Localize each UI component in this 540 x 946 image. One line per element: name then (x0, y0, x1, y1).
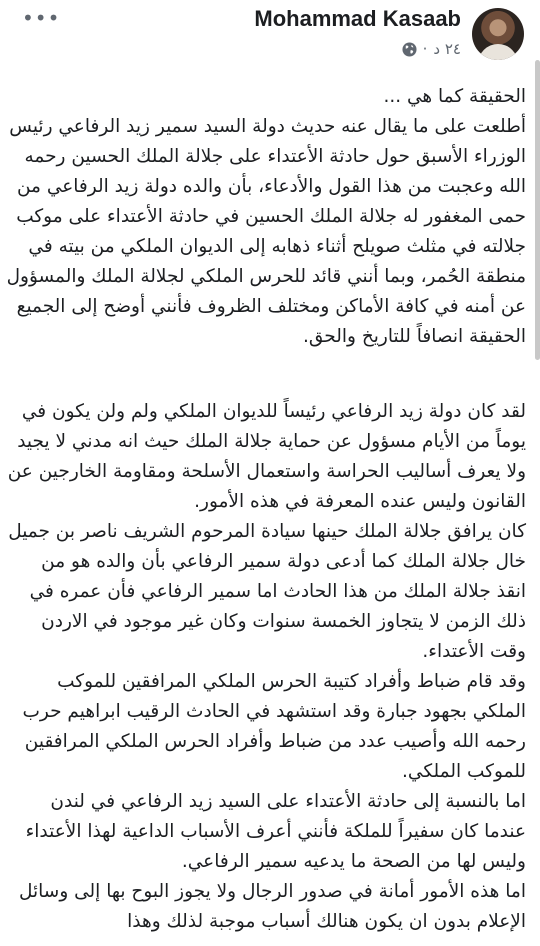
globe-icon[interactable] (402, 42, 417, 57)
paragraph-gap (6, 352, 526, 397)
scrollbar[interactable] (535, 60, 540, 360)
meta-separator: · (422, 40, 428, 58)
author-name[interactable]: Mohammad Kasaab (254, 6, 461, 31)
post-body (6, 82, 526, 937)
avatar-shirt (478, 44, 518, 60)
post-paragraph: اما هذه الأمور أمانة في صدور الرجال ولا يجوز البوح بها إلى وسائل الإعلام بدون ان يكون هنالك أسباب موجبة لذلك وهذا (19, 881, 526, 932)
post-paragraph: أطلعت على ما يقال عنه حديث دولة السيد سمير زيد الرفاعي رئيس الوزراء الأسبق حول حادثة الأعتداء على جلالة الملك الحسين رحمه الله وعجبت من هذا القول والأدعاء، بأن والده دولة زيد الرفاعي من حمى المغفور له جلالة الملك الحسين في حادثة الأعتداء على موكب جلالته في مثلث صويلح أثناء ذهابه إلى الديوان الملكي من بيته في منطقة الحُمر، وبما أنني قائد للحرس الملكي لجلالة الملك والمسؤول عن أمنه في كافة الأماكن ومختلف الظروف فأنني أوضح إلى الجميع الحقيقة انصافاً للتاريخ والحق. (6, 116, 526, 347)
post-heading: الحقيقة كما هي ... (383, 86, 526, 107)
post-paragraph: وقد قام ضباط وأفراد كتيبة الحرس الملكي المرافقين للموكب الملكي بجهود جبارة وقد استشهد في الحادث الرقيب ابراهيم حرب رحمه الله وأصيب عدد من ضباط وأفراد الحرس الملكي المرافقين للموكب الملكي. (22, 671, 526, 782)
post-paragraph: اما بالنسبة إلى حادثة الأعتداء على السيد زيد الرفاعي في لندن عندما كان سفيراً للملكة فأنني أعرف الأسباب الداعية لهذا الأعتداء وليس لها من الصحة ما يدعيه سمير الرفاعي. (25, 791, 526, 872)
post-header (0, 0, 540, 70)
post-meta (402, 40, 461, 58)
avatar[interactable] (472, 8, 524, 60)
post-paragraph: لقد كان دولة زيد الرفاعي رئيساً للديوان الملكي ولم ولن يكون في يوماً من الأيام مسؤول عن حماية جلالة الملك حيث انه مدني لا يجيد ولا يعرف أساليب الحراسة واستعمال الأسلحة ومقاومة الخارجين عن القانون وليس عنده المعرفة في هذه الأمور. (7, 401, 526, 512)
post-time[interactable]: ٢٤ د (433, 40, 461, 58)
post-paragraph: كان يرافق جلالة الملك حينها سيادة المرحوم الشريف ناصر بن جميل خال جلالة الملك كما أدعى دولة سمير الرفاعي بأن والده هو من انقذ جلالة الملك من هذا الحادث اما سمير الرفاعي فأن عمره في ذلك الزمن لا يتجاوز الخمسة سنوات وكان غير موجود في الاردن وقت الأعتداء. (8, 521, 526, 662)
more-options-icon[interactable]: ••• (22, 6, 61, 30)
